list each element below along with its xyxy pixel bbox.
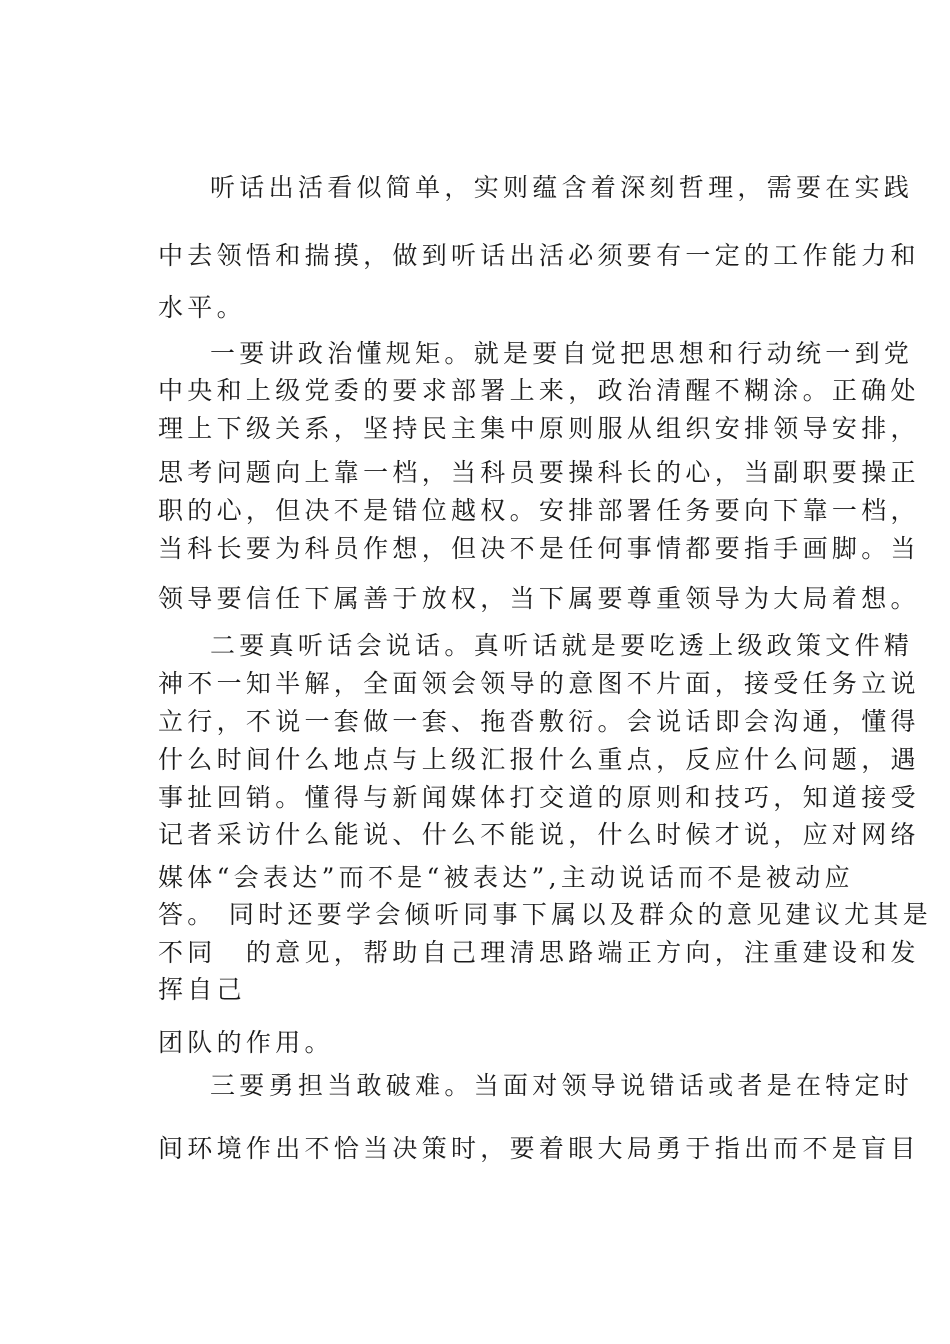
text-line: 媒体“会表达”而不是“被表达”,主动说话而不是被动应	[158, 863, 854, 892]
text-line: 不同 的意见，帮助自己理清思路端正方向，注重建设和发	[158, 938, 920, 967]
text-line: 三要勇担当敢破难。当面对领导说错话或者是在特定时	[210, 1071, 914, 1100]
text-line: 职的心，但决不是错位越权。安排部署任务要向下靠一档，	[158, 496, 920, 525]
text-line: 神不一知半解，全面领会领导的意图不片面，接受任务立说	[158, 669, 920, 698]
text-line: 中去领悟和揣摸，做到听话出活必须要有一定的工作能力和	[158, 241, 920, 270]
text-line: 团队的作用。	[158, 1028, 334, 1057]
text-line: 事扯回销。懂得与新闻媒体打交道的原则和技巧，知道接受	[158, 783, 920, 812]
text-line: 水平。	[158, 293, 246, 322]
text-line: 领导要信任下属善于放权，当下属要尊重领导为大局着想。	[158, 584, 920, 613]
text-line: 记者采访什么能说、什么不能说，什么时候才说，应对网络	[158, 820, 920, 849]
text-line: 一要讲政治懂规矩。就是要自觉把思想和行动统一到党	[210, 339, 914, 368]
text-line: 挥自己	[158, 975, 246, 1004]
text-line: 间环境作出不恰当决策时，要着眼大局勇于指出而不是盲目	[158, 1134, 920, 1163]
text-line: 理上下级关系，坚持民主集中原则服从组织安排领导安排，	[158, 414, 920, 443]
text-line: 答。 同时还要学会倾听同事下属以及群众的意见建议尤其是	[158, 900, 933, 929]
text-line: 当科长要为科员作想，但决不是任何事情都要指手画脚。当	[158, 534, 920, 563]
text-line: 听话出活看似简单，实则蕴含着深刻哲理，需要在实践	[210, 173, 914, 202]
text-line: 思考问题向上靠一档，当科员要操科长的心，当副职要操正	[158, 458, 920, 487]
text-line: 立行，不说一套做一套、拖沓敷衍。会说话即会沟通，懂得	[158, 707, 920, 736]
text-line: 什么时间什么地点与上级汇报什么重点，反应什么问题，遇	[158, 745, 920, 774]
text-line: 中央和上级党委的要求部署上来，政治清醒不糊涂。正确处	[158, 376, 920, 405]
text-line: 二要真听话会说话。真听话就是要吃透上级政策文件精	[210, 631, 914, 660]
